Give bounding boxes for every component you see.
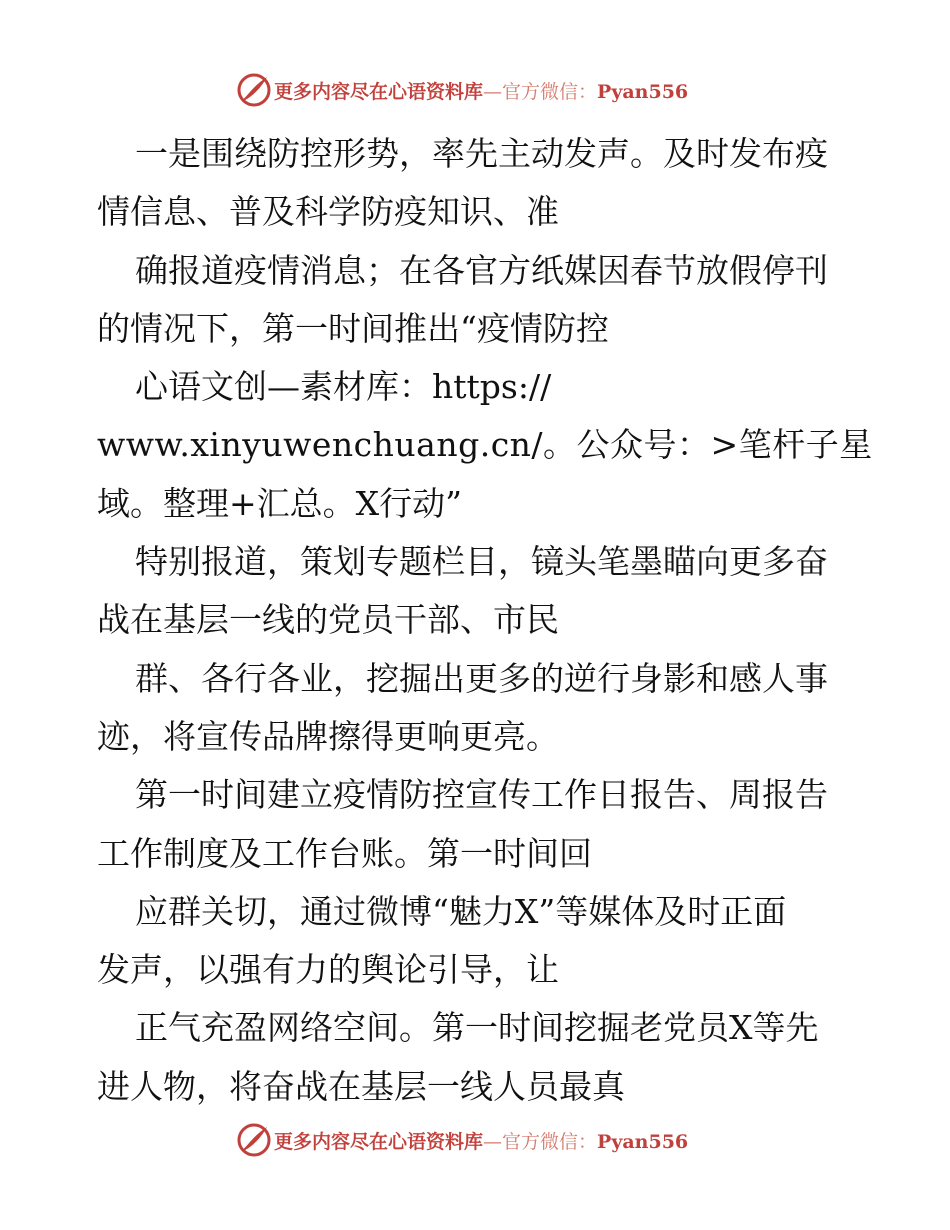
text-line: 心语文创—素材库：https:// — [135, 367, 552, 407]
footer-banner-main: 更多内容尽在心语资料库 — [274, 1130, 484, 1153]
footer-banner-tail: —官方微信： — [483, 1130, 598, 1153]
text-line: 的情况下，第一时间推出“疫情防控 — [97, 308, 609, 348]
header-banner-text — [274, 77, 688, 104]
text-line: 确报道疫情消息；在各官方纸媒因春节放假停刊 — [135, 250, 828, 290]
header-banner-main: 更多内容尽在心语资料库 — [274, 80, 484, 103]
text-line: 战在基层一线的党员干部、市民 — [97, 600, 559, 640]
body-text — [97, 125, 873, 1116]
text-line: 正气充盈网络空间。第一时间挖掘老党员X等先 — [135, 1008, 819, 1048]
text-line: 域。整理+汇总。X行动” — [97, 483, 463, 523]
header-banner-tail: —官方微信： — [483, 80, 598, 103]
footer-banner-text — [274, 1127, 688, 1154]
quill-circle-logo-icon — [236, 1122, 272, 1158]
text-line: 迹，将宣传品牌擦得更响更亮。 — [97, 716, 559, 756]
text-line: 情信息、普及科学防疫知识、准 — [97, 192, 559, 232]
footer-banner-id: Pyan556 — [597, 1130, 689, 1153]
text-line: 工作制度及工作台账。第一时间回 — [97, 833, 592, 873]
text-line: 一是围绕防控形势，率先主动发声。及时发布疫 — [135, 134, 828, 173]
quill-circle-logo-icon — [236, 72, 272, 108]
header-banner — [236, 70, 716, 110]
text-line: 第一时间建立疫情防控宣传工作日报告、周报告 — [135, 775, 828, 815]
text-line: 发声，以强有力的舆论引导，让 — [97, 950, 559, 990]
text-line: 特别报道，策划专题栏目，镜头笔墨瞄向更多奋 — [135, 542, 828, 582]
header-banner-id: Pyan556 — [597, 80, 689, 103]
text-line: www.xinyuwenchuang.cn/。公众号：>笔杆子星 — [97, 425, 873, 465]
text-line: 应群关切，通过微博“魅力X”等媒体及时正面 — [135, 891, 787, 931]
text-line: 群、各行各业，挖掘出更多的逆行身影和感人事 — [135, 658, 828, 698]
text-line: 进人物，将奋战在基层一线人员最真 — [97, 1066, 625, 1106]
footer-banner — [236, 1120, 716, 1160]
